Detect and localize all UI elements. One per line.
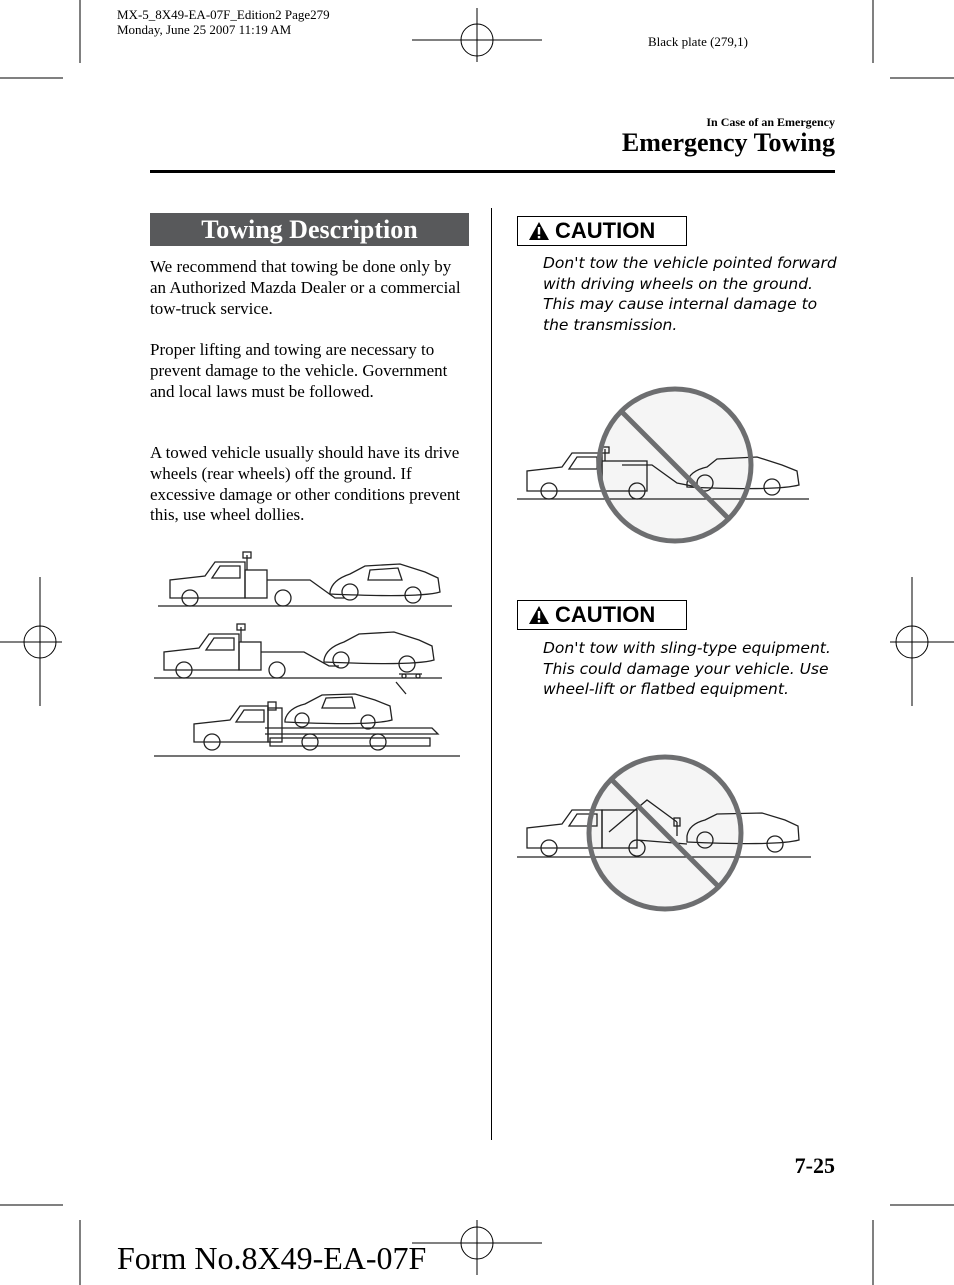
print-metadata [117, 7, 330, 37]
warning-triangle-icon [528, 605, 550, 625]
caution-label-2: CAUTION [555, 602, 656, 627]
wheel-lift-tow-figure [158, 552, 452, 606]
page-number: 7-25 [794, 1153, 835, 1178]
paragraph-1: We recommend that towing be done only by an Authorized Mazda Dealer or a commercial tow-truck service. [150, 257, 461, 318]
title-rule [150, 170, 835, 173]
prohibition-sign-icon [589, 757, 741, 909]
print-meta-line-1: MX-5_8X49-EA-07F_Edition2 Page279 [117, 7, 330, 22]
section-label: In Case of an Emergency [706, 115, 835, 129]
caution-text-2: Don't tow with sling-type equipment. This could damage your vehicle. Use wheel-lift or flatbed equipment. [543, 639, 831, 699]
sling-tow-prohibited-illustration [517, 750, 812, 915]
caution-text-1: Don't tow the vehicle pointed forward with driving wheels on the ground. This may cause internal damage to the transmission. [543, 254, 837, 334]
caution-box-1 [517, 216, 687, 246]
towing-methods-illustration [150, 550, 470, 765]
wheel-dollies-tow-figure [154, 624, 442, 694]
warning-triangle-icon [528, 221, 550, 241]
print-meta-line-2: Monday, June 25 2007 11:19 AM [117, 22, 292, 37]
column-divider [491, 208, 492, 1140]
plate-label: Black plate (279,1) [648, 34, 748, 49]
paragraph-3: A towed vehicle usually should have its drive wheels (rear wheels) off the ground. If excessive damage or other conditions prevent this, use wheel dollies. [150, 443, 461, 525]
page-title: Emergency Towing [621, 128, 835, 157]
paragraph-2: Proper lifting and towing are necessary to prevent damage to the vehicle. Government and local laws must be followed. [150, 340, 448, 401]
prohibition-sign-icon [599, 389, 751, 541]
section-heading: Towing Description [150, 213, 469, 246]
caution-box-2 [517, 600, 687, 630]
forward-tow-prohibited-illustration [517, 383, 812, 548]
form-number: Form No.8X49-EA-07F [117, 1240, 427, 1276]
caution-label-1: CAUTION [555, 218, 656, 243]
flatbed-tow-figure [154, 694, 460, 756]
